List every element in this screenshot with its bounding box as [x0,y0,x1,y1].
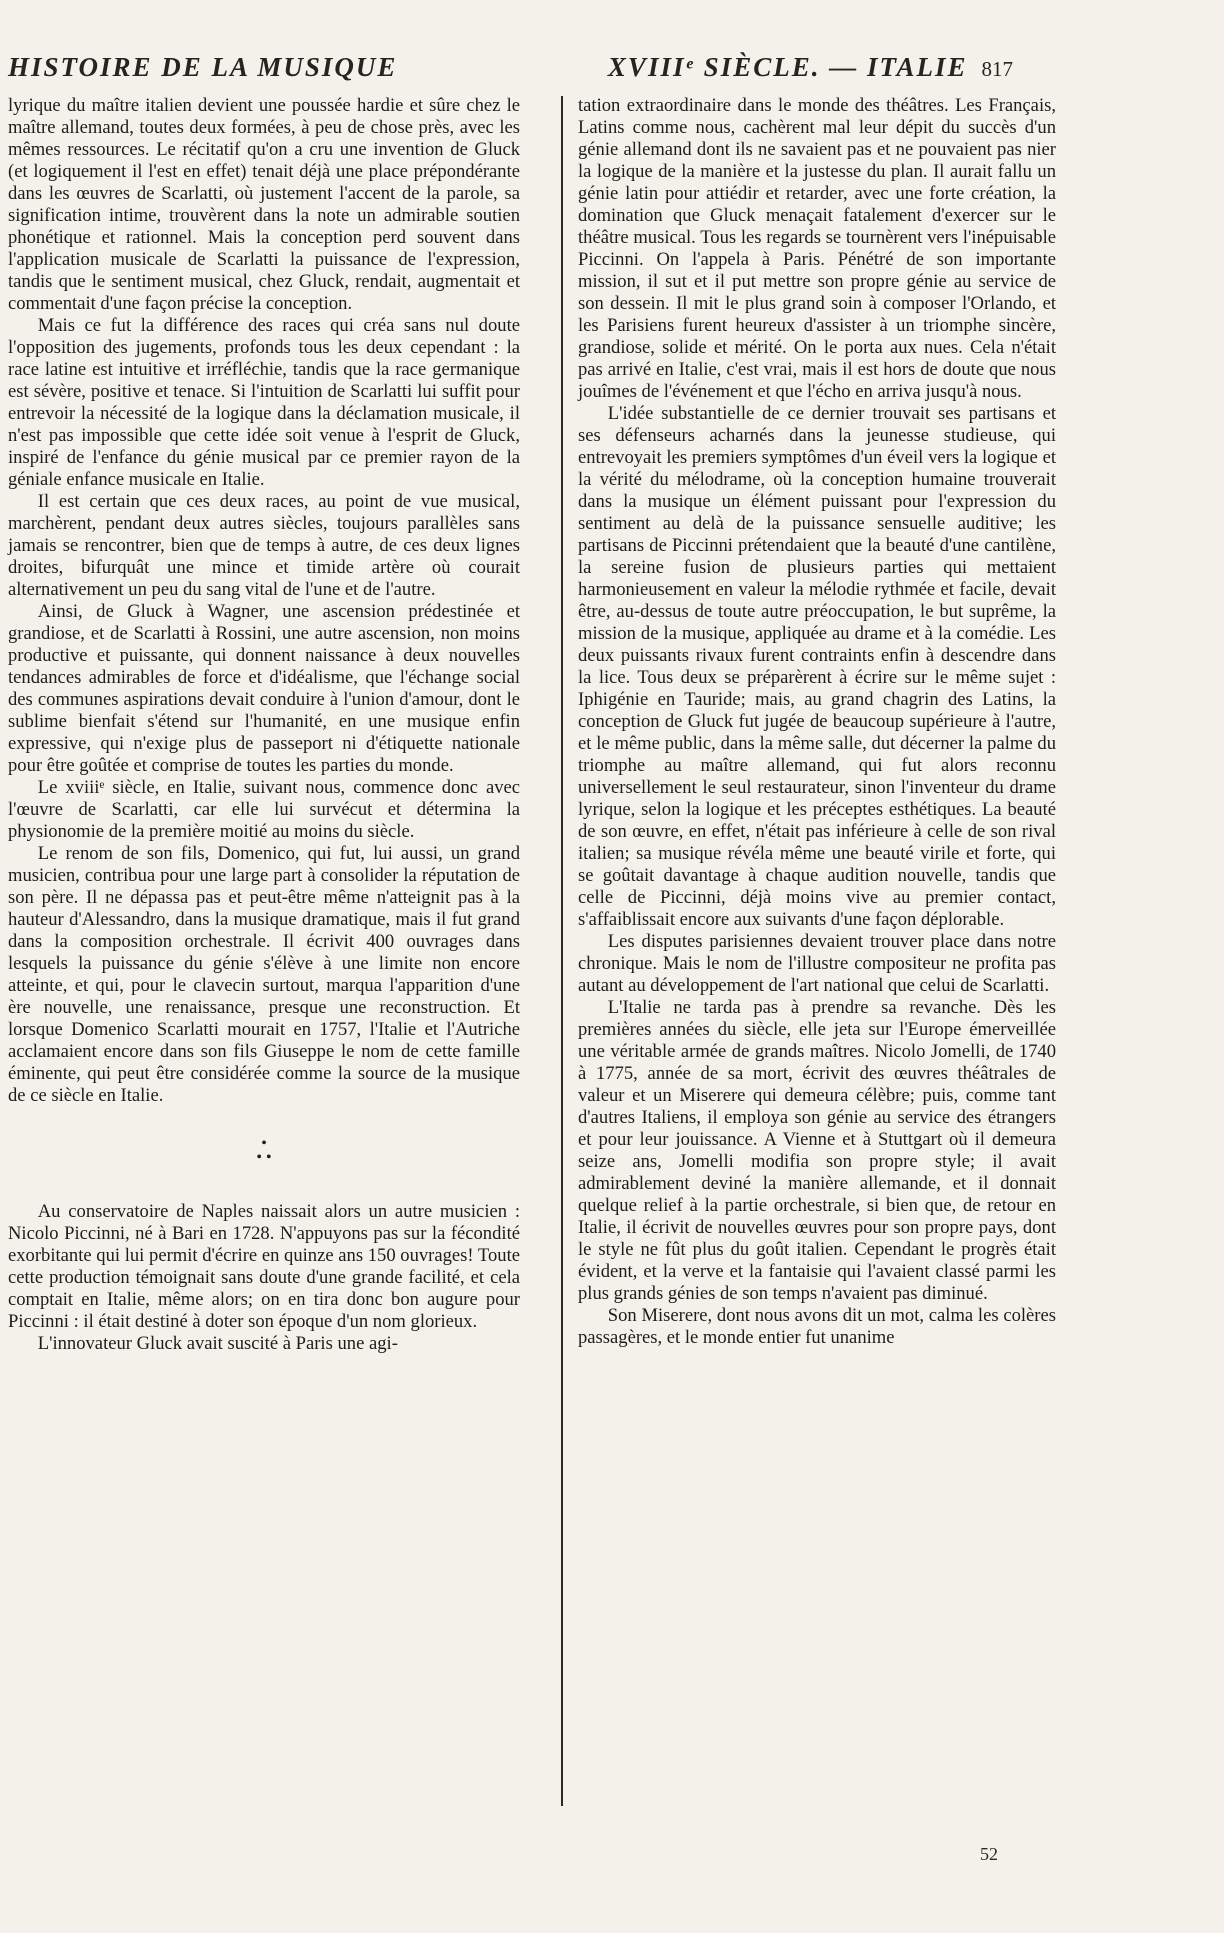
right-column [578,95,1056,1349]
left-paragraph-6: Le renom de son fils, Domenico, qui fut, lui aussi, un grand musicien, contribua pour une large part à consolider la réputation de son père. Il ne dépassa pas et peut-être même n'atteignit pas à la hauteur d'Alessandro, dans la musique dramatique, mais il fut grand dans la composition orchestrale. Il écrivit 400 ouvrages dans lesquels la puissance du génie s'élève à une limite non encore atteinte, et qui, pour le clavecin surtout, marqua l'apparition d'une ère nouvelle, une renaissance, presque une reconstruction. Et lorsque Domenico Scarlatti mourait en 1757, l'Italie et l'Autriche acclamaient encore dans son fils Giuseppe le nom de cette famille éminente, qui peut être considérée comme la source de la musique de ce siècle en Italie. [8,843,520,1106]
left-paragraph-1: lyrique du maître italien devient une poussée hardie et sûre chez le maître allemand, toutes deux formées, à peu de chose près, avec les mêmes ressources. Le récitatif qu'on a cru une invention de Gluck (et logiquement il l'est en effet) tenait déjà une place prépondérante dans les œuvres de Scarlatti, où justement l'accent de la parole, sa signification intime, trouvèrent dans la note un admirable soutien phonétique et rationnel. Mais la conception perd souvent dans l'application musicale de Scarlatti la puissance de l'expression, tandis que le sentiment musical, chez Gluck, rendait, augmentait et commentait d'une façon précise la conception. [8,95,520,314]
left-paragraph-8: L'innovateur Gluck avait suscité à Paris une agi- [37,1333,398,1354]
left-paragraph-4: Ainsi, de Gluck à Wagner, une ascension prédestinée et grandiose, et de Scarlatti à Rossini, une autre ascension, non moins productive et puissante, qui donnent naissance à deux nouvelles tendances admirables de force et d'idéalisme, que l'échange social des communes aspirations devait conduire à l'union d'amour, dont le sublime bienfait s'étend sur l'humanité, en une musique enfin expressive, qui n'exige plus de passeport ni d'étiquette nationale pour être goûtée et comprise de toutes les parties du monde. [8,601,520,776]
left-column [8,95,520,1355]
column-divider [561,96,563,1806]
running-head-left-title: HISTOIRE DE LA MUSIQUE [8,52,398,82]
running-head-right-title: XVIIIᵉ SIÈCLE. — ITALIE [607,52,968,82]
right-paragraph-4: L'Italie ne tarda pas à prendre sa revanche. Dès les premières années du siècle, elle jeta sur l'Europe émerveillée une véritable armée de grands maîtres. Nicolo Jomelli, de 1740 à 1775, année de sa mort, écrivit des œuvres théâtrales de valeur et un Miserere qui demeura célèbre; puis, comme tant d'autres Italiens, il employa son génie au service des étrangers et pour leur jouissance. A Vienne et à Stuttgart où il demeura seize ans, Jomelli modifia son propre style; il avait admirablement deviné la manière allemande, et il donnait quelque relief à la partie orchestrale, si bien que, de retour en Italie, il écrivit de nouvelles œuvres pour son propre pays, dont le style ne fût plus du goût italien. Cependant le progrès était évident, et la verve et la fantaisie qui l'avaient classé parmi les plus grands génies de son temps n'avaient pas diminué. [578,997,1056,1304]
signature-mark: 52 [980,1844,998,1864]
section-ornament: • • • [256,1135,272,1166]
right-paragraph-3: Les disputes parisiennes devaient trouver place dans notre chronique. Mais le nom de l'illustre compositeur ne profita pas autant au développement de l'art national que celui de Scarlatti. [578,931,1056,996]
right-paragraph-5: Son Miserere, dont nous avons dit un mot, calma les colères passagères, et le monde entier fut unanime [578,1305,1056,1348]
right-paragraph-2: L'idée substantielle de ce dernier trouvait ses partisans et ses défenseurs acharnés dans la jeunesse studieuse, qui entrevoyait les premiers symptômes d'un éveil vers la logique et la vérité du mélodrame, où la conception humaine trouverait dans la musique un élément puissant pour l'expression du sentiment au delà de la puissance sensuelle auditive; les partisans de Piccinni prétendaient que la beauté d'une cantilène, la sereine fusion de plusieurs parties qui mettaient harmonieusement en valeur la mélodie rythmée et facile, devait être, au-dessus de toute autre préoccupation, le but suprême, la mission de la musique, appliquée au drame et à la comédie. Les deux puissants rivaux furent contraints enfin à descendre dans la lice. Tous deux se préparèrent à écrire sur le même sujet : Iphigénie en Tauride; mais, au grand chagrin des Latins, la conception de Gluck fut jugée de beaucoup supérieure à l'autre, et le même public, dans la même salle, dut décerner la palme du triomphe au maître allemand, qui fut alors reconnu universellement le seul restaurateur, sinon l'inventeur du drame lyrique, selon la logique et les préceptes esthétiques. La beauté de son œuvre, en effet, n'était pas inférieure à celle de son rival italien; sa musique révéla même une beauté virile et forte, qui se goûtait davantage à chaque audition nouvelle, tandis que celle de Piccinni, déjà moins vive au premier contact, s'affaiblissait encore aux suivants d'une façon déplorable. [578,403,1056,930]
left-paragraph-2: Mais ce fut la différence des races qui créa sans nul doute l'opposition des jugements, profonds tous les deux cependant : la race latine est intuitive et irréfléchie, tandis que la race germanique est sévère, positive et tenace. Si l'intuition de Scarlatti lui suffit pour entrevoir la nécessité de la logique dans la déclamation musicale, il n'est pas impossible que cette idée soit venue à l'esprit de Gluck, inspiré de l'enfance du génie musical par ce premier rayon de la géniale enfance musicale en Italie. [8,315,520,490]
page-number: 817 [981,57,1013,81]
running-head-right [608,52,1013,83]
left-paragraph-7: Au conservatoire de Naples naissait alors un autre musicien : Nicolo Piccinni, né à Bari en 1728. N'appuyons pas sur la fécondité exorbitante qui lui permit d'écrire en quinze ans 150 ouvrages! Toute cette production témoignait sans doute d'une grande facilité, et cela comptait en Italie, même alors; on en tira donc bon augure pour Piccinni : il était destiné à doter son époque d'un nom glorieux. [8,1201,520,1332]
left-paragraph-3: Il est certain que ces deux races, au point de vue musical, marchèrent, pendant deux autres siècles, toujours parallèles sans jamais se rencontrer, bien que de temps à autre, de ces deux lignes droites, bifurquât une mince et timide artère où courait alternativement un peu du sang vital de l'une et de l'autre. [8,491,520,600]
running-head [8,52,1013,84]
left-paragraph-5: Le xviiiᵉ siècle, en Italie, suivant nous, commence donc avec l'œuvre de Scarlatti, car elle lui survécut et détermina la physionomie de la première moitié au moins du siècle. [8,777,520,842]
right-paragraph-1: tation extraordinaire dans le monde des théâtres. Les Français, Latins comme nous, cachèrent mal leur dépit du succès d'un génie allemand dont ils ne savaient pas et ne pouvaient pas nier la logique de la manière et la justesse du plan. Il aurait fallu un génie latin pour attiédir et retarder, avec une forte création, la domination que Gluck menaçait fatalement d'exercer sur le théâtre musical. Tous les regards se tournèrent vers l'inépuisable Piccinni. On l'appela à Paris. Pénétré de son importante mission, il sut et il put mettre son propre génie au service de son dessein. Il mit le plus grand soin à composer l'Orlando, et les Parisiens furent heureux d'assister à un triomphe sincère, grandiose, solide et mérité. On le porta aux nues. Cela n'était pas arrivé en Italie, c'est vrai, mais il est hors de doute que nous jouîmes de l'événement et que l'écho en arriva jusqu'à nous. [578,95,1056,402]
